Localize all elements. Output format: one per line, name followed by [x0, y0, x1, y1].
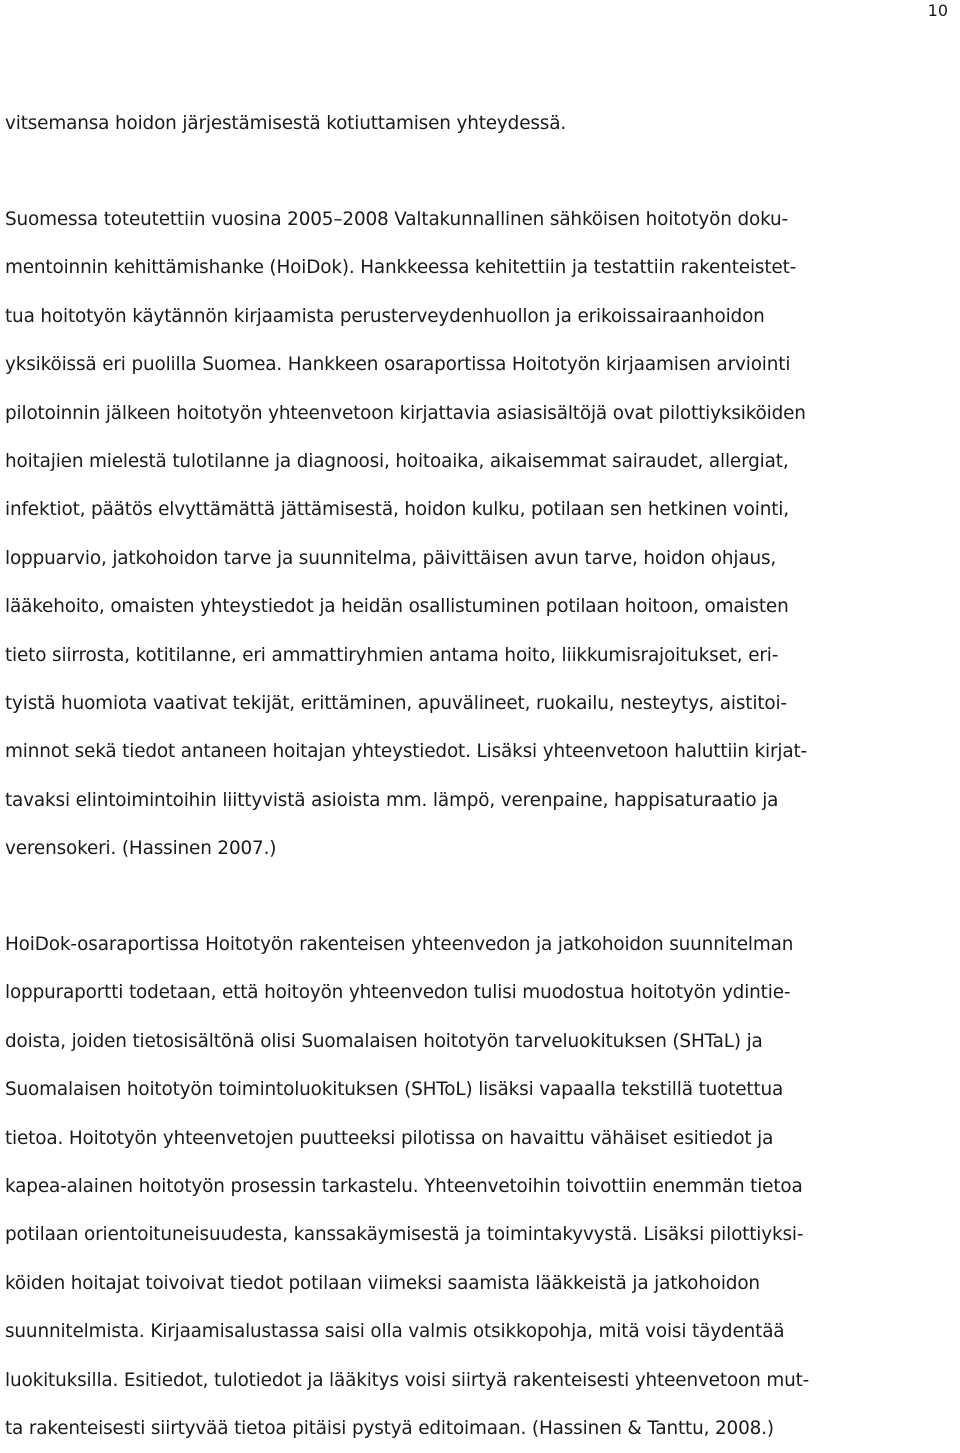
text-line: infektiot, päätös elvyttämättä jättämisestä, hoidon kulku, potilaan sen hetkinen vointi,: [5, 499, 789, 521]
paragraph-3: [5, 921, 954, 1453]
text-line: loppuarvio, jatkohoidon tarve ja suunnitelma, päivittäisen avun tarve, hoidon ohjaus,: [5, 547, 777, 569]
text-line: tietoa. Hoitotyön yhteenvetojen puutteeksi pilotissa on havaittu vähäiset esitiedot ja: [5, 1127, 774, 1149]
text-line: ta rakenteisesti siirtyvää tietoa pitäisi pystyä editoimaan. (Hassinen & Tanttu, 2008.): [5, 1417, 774, 1439]
paragraph-1: [5, 100, 954, 148]
text-line: tyistä huomiota vaativat tekijät, erittäminen, apuvälineet, ruokailu, nesteytys, aistitoi-: [5, 692, 787, 714]
paragraph-2: [5, 196, 954, 873]
text-line: tua hoitotyön käytännön kirjaamista perusterveydenhuollon ja erikoissairaanhoidon: [5, 305, 765, 327]
text-line: mentoinnin kehittämishanke (HoiDok). Hankkeessa kehitettiin ja testattiin rakenteistet-: [5, 257, 797, 279]
text-line: doista, joiden tietosisältönä olisi Suomalaisen hoitotyön tarveluokituksen (SHTaL) ja: [5, 1030, 763, 1052]
text-line: luokituksilla. Esitiedot, tulotiedot ja lääkitys voisi siirtyä rakenteisesti yhteenvetoon mut-: [5, 1369, 810, 1391]
text-line: vitsemansa hoidon järjestämisestä kotiuttamisen yhteydessä.: [5, 113, 567, 134]
text-line: hoitajien mielestä tulotilanne ja diagnoosi, hoitoaika, aikaisemmat sairaudet, allergiat,: [5, 450, 789, 472]
text-line: loppuraportti todetaan, että hoitoyön yhteenvedon tulisi muodostua hoitotyön ydintie-: [5, 982, 791, 1004]
text-line: minnot sekä tiedot antaneen hoitajan yhteystiedot. Lisäksi yhteenvetoon haluttiin kirjat-: [5, 741, 808, 763]
text-line: kapea-alainen hoitotyön prosessin tarkastelu. Yhteenvetoihin toivottiin enemmän tietoa: [5, 1175, 803, 1197]
text-line: Suomessa toteutettiin vuosina 2005–2008 Valtakunnallinen sähköisen hoitotyön doku-: [5, 209, 789, 230]
page-number: 10: [927, 1, 948, 20]
text-line: yksiköissä eri puolilla Suomea. Hankkeen osaraportissa Hoitotyön kirjaamisen arviointi: [5, 354, 791, 376]
text-line: pilotoinnin jälkeen hoitotyön yhteenvetoon kirjattavia asiasisältöjä ovat pilottiyksiköiden: [5, 402, 806, 424]
text-line: suunnitelmista. Kirjaamisalustassa saisi olla valmis otsikkopohja, mitä voisi täydentää: [5, 1321, 785, 1343]
text-line: Suomalaisen hoitotyön toimintoluokituksen (SHToL) lisäksi vapaalla tekstillä tuotettua: [5, 1079, 784, 1101]
text-line: tavaksi elintoimintoihin liittyvistä asioista mm. lämpö, verenpaine, happisaturaatio ja: [5, 789, 779, 811]
text-line: köiden hoitajat toivoivat tiedot potilaan viimeksi saamista lääkkeistä ja jatkohoidon: [5, 1272, 760, 1294]
text-line: verensokeri. (Hassinen 2007.): [5, 838, 277, 860]
text-line: HoiDok-osaraportissa Hoitotyön rakenteisen yhteenvedon ja jatkohoidon suunnitelman: [5, 934, 794, 955]
text-line: lääkehoito, omaisten yhteystiedot ja heidän osallistuminen potilaan hoitoon, omaisten: [5, 596, 789, 618]
text-line: tieto siirrosta, kotitilanne, eri ammattiryhmien antama hoito, liikkumisrajoitukset, eri-: [5, 644, 779, 666]
text-line: potilaan orientoituneisuudesta, kanssakäymisestä ja toimintakyvystä. Lisäksi pilottiyksi-: [5, 1224, 804, 1246]
